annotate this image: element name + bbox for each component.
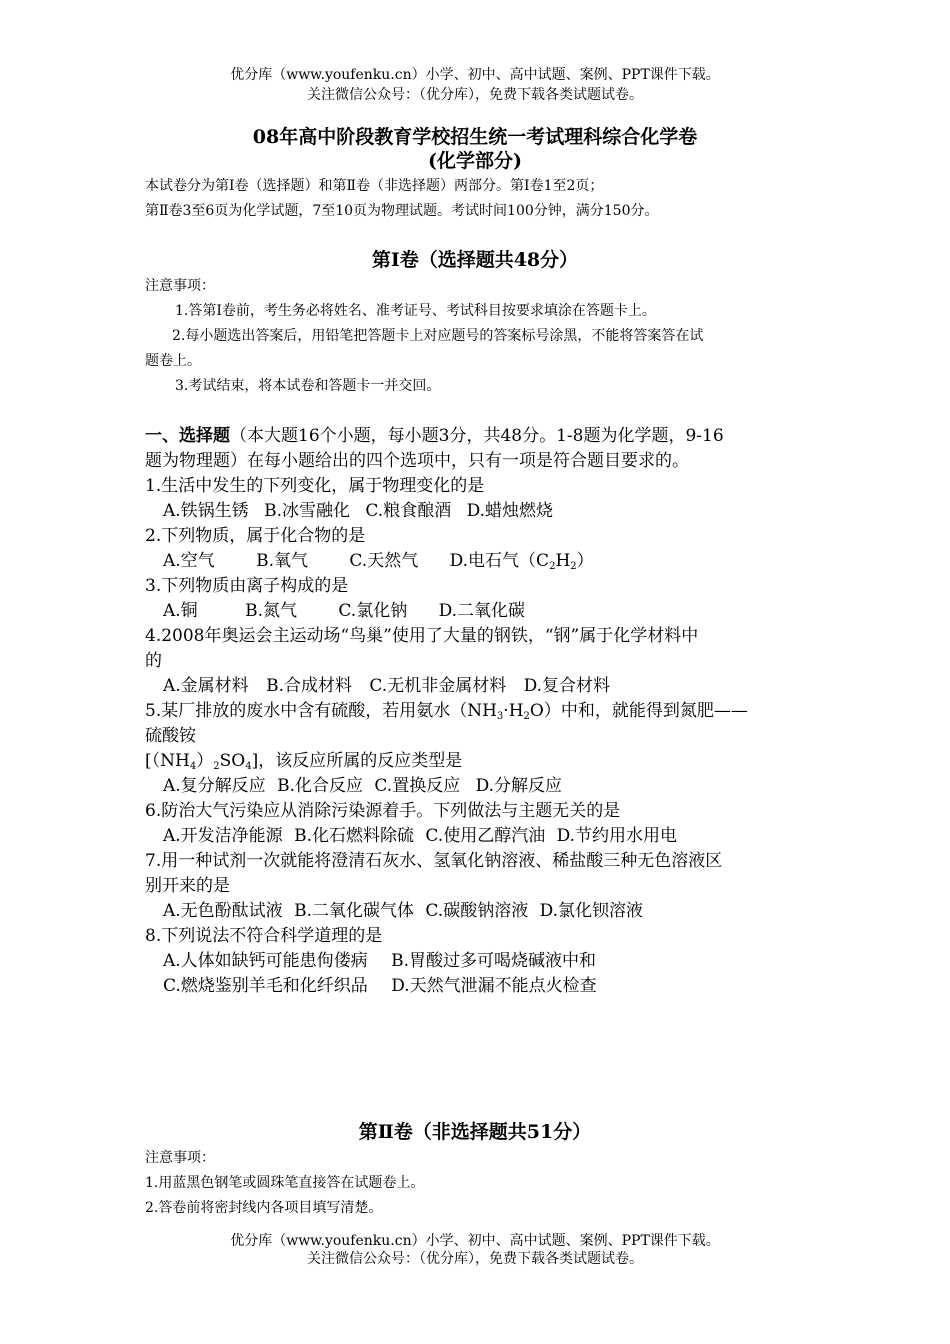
part2-note-1: 1.用蓝黑色钢笔或圆珠笔直接答在试题卷上。 bbox=[145, 1175, 425, 1191]
q3-option-a: A.铜 bbox=[163, 601, 198, 621]
intro-line-1: 本试卷分为第Ⅰ卷（选择题）和第Ⅱ卷（非选择题）两部分。第Ⅰ卷1至2页； bbox=[145, 178, 604, 194]
q5-sub-5: 4 bbox=[245, 761, 252, 772]
section1-label: 一、选择题 bbox=[145, 426, 230, 446]
q8-stem: 8.下列说法不符合科学道理的是 bbox=[145, 926, 383, 946]
section1-desc-1 bbox=[145, 424, 724, 448]
q5-stem-1c: ·H bbox=[503, 701, 524, 721]
q2-option-d-h: H bbox=[555, 551, 571, 571]
q3-option-c: C.氯化钠 bbox=[338, 601, 408, 621]
q5-sub-2: 2 bbox=[523, 711, 530, 722]
part1-note-2-cont: 题卷上。 bbox=[145, 353, 201, 369]
q2-option-a: A.空气 bbox=[163, 551, 215, 571]
q7-options bbox=[163, 899, 643, 923]
q2-option-c: C.天然气 bbox=[349, 551, 419, 571]
section1-desc-text: （本大题16个小题，每小题3分，共48分。1-8题为化学题，9-16 bbox=[230, 426, 724, 446]
q2-option-b: B.氧气 bbox=[256, 551, 308, 571]
q6-option-a: A.开发洁净能源 bbox=[163, 826, 283, 846]
page-title: 08年高中阶段教育学校招生统一考试理科综合化学卷 bbox=[252, 126, 698, 148]
q5-stem-3a: [（NH bbox=[145, 751, 190, 771]
q4-stem-2: 的 bbox=[145, 651, 162, 671]
q5-stem-3g: ]，该反应所属的反应类型是 bbox=[251, 751, 463, 771]
part2-notice-label: 注意事项： bbox=[145, 1150, 215, 1166]
q7-option-c: C.碳酸钠溶液 bbox=[425, 901, 529, 921]
q8-option-c: C.燃烧鉴别羊毛和化纤织品 bbox=[163, 976, 368, 996]
q2-options bbox=[163, 549, 594, 573]
q1-option-a: A.铁锅生锈 bbox=[163, 501, 249, 521]
q5-option-d: D.分解反应 bbox=[475, 776, 563, 796]
footer-line-1: 优分库（www.youfenku.cn）小学、初中、高中试题、案例、PPT课件下载。 bbox=[230, 1233, 720, 1249]
footer-line-2: 关注微信公众号：（优分库），免费下载各类试题试卷。 bbox=[307, 1251, 643, 1267]
q5-stem-3c: ） bbox=[196, 751, 214, 771]
q2-sub-1: 2 bbox=[549, 561, 556, 572]
q7-stem-2: 别开来的是 bbox=[145, 876, 230, 896]
part1-heading: 第Ⅰ卷（选择题共48分） bbox=[371, 249, 579, 271]
q5-option-a: A.复分解反应 bbox=[163, 776, 266, 796]
q8-options-row-1 bbox=[163, 949, 596, 973]
q1-option-c: C.粮食酿酒 bbox=[365, 501, 452, 521]
q5-options bbox=[163, 774, 562, 798]
q8-option-b: B.胃酸过多可喝烧碱液中和 bbox=[391, 951, 596, 971]
q7-option-d: D.氯化钡溶液 bbox=[539, 901, 644, 921]
q4-option-d: D.复合材料 bbox=[523, 676, 611, 696]
q8-options-row-2 bbox=[163, 974, 597, 998]
part1-note-2: 2.每小题选出答案后，用铅笔把答题卡上对应题号的答案标号涂黑，不能将答案答在试 bbox=[172, 328, 704, 344]
q2-sub-2: 2 bbox=[570, 561, 577, 572]
q7-stem-1: 7.用一种试剂一次就能将澄清石灰水、氢氧化钠溶液、稀盐酸三种无色溶液区 bbox=[145, 851, 723, 871]
q5-stem-2: 硫酸铵 bbox=[145, 726, 196, 746]
q4-option-a: A.金属材料 bbox=[163, 676, 249, 696]
q5-option-c: C.置换反应 bbox=[374, 776, 461, 796]
q3-stem: 3.下列物质由离子构成的是 bbox=[145, 576, 349, 596]
q3-option-d: D.二氧化碳 bbox=[438, 601, 526, 621]
part1-notice-label: 注意事项： bbox=[145, 278, 215, 294]
q2-option-d bbox=[450, 551, 594, 571]
q5-sub-3: 4 bbox=[189, 761, 197, 772]
part2-note-2: 2.答卷前将密封线内各项目填写清楚。 bbox=[145, 1200, 383, 1216]
q8-option-d: D.天然气泄漏不能点火检查 bbox=[391, 976, 597, 996]
page-subtitle: (化学部分) bbox=[428, 150, 522, 172]
q1-option-d: D.蜡烛燃烧 bbox=[466, 501, 554, 521]
q4-option-b: B.合成材料 bbox=[266, 676, 352, 696]
q4-stem-1: 4.2008年奥运会主运动场“鸟巢”使用了大量的钢铁，“钢”属于化学材料中 bbox=[145, 626, 699, 646]
q1-option-b: B.冰雪融化 bbox=[264, 501, 350, 521]
q5-sub-1: 3 bbox=[496, 711, 504, 722]
q4-option-c: C.无机非金属材料 bbox=[369, 676, 507, 696]
q5-sub-4: 2 bbox=[213, 761, 220, 772]
q5-stem-3 bbox=[145, 749, 462, 773]
part1-note-1: 1.答第Ⅰ卷前，考生务必将姓名、准考证号、考试科目按要求填涂在答题卡上。 bbox=[175, 303, 656, 319]
q3-option-b: B.氮气 bbox=[245, 601, 297, 621]
q8-option-a: A.人体如缺钙可能患佝偻病 bbox=[163, 951, 368, 971]
part1-note-3: 3.考试结束，将本试卷和答题卡一并交回。 bbox=[175, 378, 441, 394]
q5-stem-3e: SO bbox=[219, 751, 246, 771]
q3-options bbox=[163, 599, 525, 623]
q6-option-b: B.化石燃料除硫 bbox=[294, 826, 414, 846]
q2-option-d-end: ） bbox=[576, 551, 594, 571]
q5-stem-1a: 5.某厂排放的废水中含有硫酸，若用氨水（NH bbox=[145, 701, 497, 721]
q5-option-b: B.化合反应 bbox=[277, 776, 363, 796]
q5-stem-1 bbox=[145, 699, 748, 723]
part2-heading: 第Ⅱ卷（非选择题共51分） bbox=[358, 1121, 592, 1143]
q2-option-d-text: D.电石气（C bbox=[449, 551, 550, 571]
q6-option-d: D.节约用水用电 bbox=[556, 826, 678, 846]
q5-stem-1e: O）中和，就能得到氮肥—— bbox=[529, 701, 748, 721]
header-line-2: 关注微信公众号：（优分库），免费下载各类试题试卷。 bbox=[307, 87, 643, 103]
q6-stem: 6.防治大气污染应从消除污染源着手。下列做法与主题无关的是 bbox=[145, 801, 621, 821]
q4-options bbox=[163, 674, 610, 698]
intro-line-2: 第Ⅱ卷3至6页为化学试题，7至10页为物理试题。考试时间100分钟，满分150分。 bbox=[145, 203, 659, 219]
q7-option-a: A.无色酚酞试液 bbox=[163, 901, 283, 921]
q2-stem: 2.下列物质，属于化合物的是 bbox=[145, 526, 366, 546]
q1-options bbox=[163, 499, 553, 523]
q6-options bbox=[163, 824, 677, 848]
section1-desc-2: 题为物理题）在每小题给出的四个选项中，只有一项是符合题目要求的。 bbox=[145, 451, 689, 471]
header-line-1: 优分库（www.youfenku.cn）小学、初中、高中试题、案例、PPT课件下载。 bbox=[230, 67, 720, 83]
q1-stem: 1.生活中发生的下列变化，属于物理变化的是 bbox=[145, 476, 485, 496]
q7-option-b: B.二氧化碳气体 bbox=[294, 901, 414, 921]
q6-option-c: C.使用乙醇汽油 bbox=[425, 826, 546, 846]
